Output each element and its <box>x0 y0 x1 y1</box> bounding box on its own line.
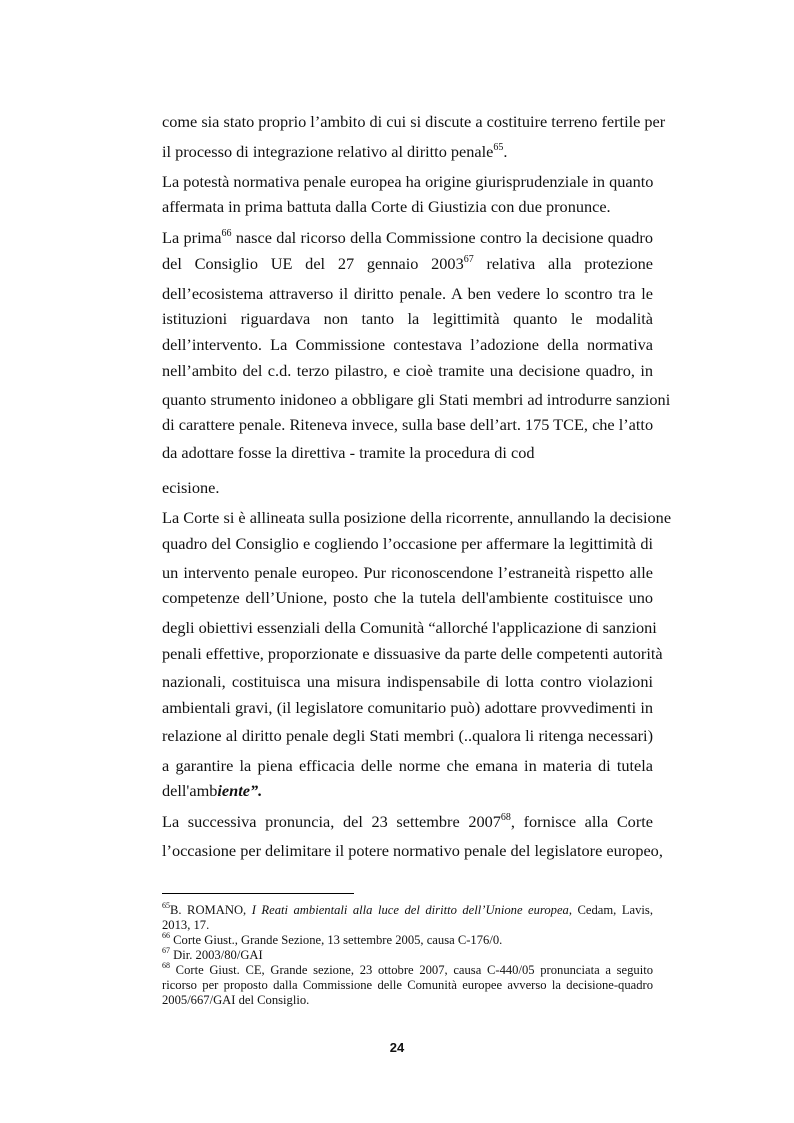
body-line <box>162 335 653 355</box>
text: , fornisce alla Corte <box>510 812 653 831</box>
page-number: 24 <box>389 1040 405 1055</box>
footnote-ref: 66 <box>221 227 232 239</box>
text: affermata in prima battuta dalla Corte di Giustizia con due pronunce. <box>162 197 611 216</box>
body-line <box>162 698 653 718</box>
body-line <box>162 443 653 463</box>
footnote-68-cont <box>162 993 653 1008</box>
body-line <box>162 228 653 248</box>
text: B. ROMANO, <box>170 903 252 917</box>
text: istituzioni riguardava non tanto la legittimità quanto le modalità <box>162 309 653 328</box>
body-line <box>162 284 653 304</box>
text: nazionali, costituisca una misura indispensabile di lotta contro violazioni <box>162 672 653 691</box>
footnote-number: 65 <box>162 900 170 910</box>
text: da adottare fosse la direttiva - tramite la procedura di cod <box>162 443 535 462</box>
text: dell’ecosistema attraverso il diritto penale. A ben vedere lo scontro tra le <box>162 284 653 303</box>
body-line <box>162 563 653 583</box>
text: relativa alla protezione <box>473 254 653 273</box>
text: degli obiettivi essenziali della Comunità “allorché l'applicazione di sanzioni <box>162 618 657 637</box>
text: l’occasione per delimitare il potere normativo penale del legislatore europeo, <box>162 841 663 860</box>
footnote-68-cont <box>162 978 653 993</box>
body-line <box>162 478 653 498</box>
text: ambientali gravi, (il legislatore comunitario può) adottare provvedimenti in <box>162 698 653 717</box>
body-line <box>162 197 653 217</box>
text: ecisione. <box>162 478 220 497</box>
text: a garantire la piena efficacia delle norme che emana in materia di tutela <box>162 756 653 775</box>
body-line <box>162 644 663 664</box>
text: Corte Giust. CE, Grande sezione, 23 ottobre 2007, causa C-440/05 pronunciata a seguito <box>170 963 653 977</box>
text: del Consiglio UE del 27 gennaio 2003 <box>162 254 464 273</box>
text: quadro del Consiglio e cogliendo l’occasione per affermare la legittimità di <box>162 534 653 553</box>
body-line <box>162 112 666 132</box>
body-line <box>162 415 653 435</box>
footnote-ref: 68 <box>500 811 511 823</box>
text: come sia stato proprio l’ambito di cui si discute a costituire terreno fertile per <box>162 112 666 131</box>
body-line <box>162 142 653 162</box>
footnote-68 <box>162 960 653 978</box>
text: Corte Giust., Grande Sezione, 13 settembre 2005, causa C-176/0. <box>170 933 503 947</box>
footnote-67 <box>162 945 653 963</box>
body-line <box>162 309 653 329</box>
body-line <box>162 254 653 274</box>
body-line <box>162 756 653 776</box>
body-line <box>162 812 653 832</box>
text: La successiva pronuncia, del 23 settembre 2007 <box>162 812 501 831</box>
text: ricorso per proposto dalla Commissione delle Comunità europee avverso la decisione-quadro <box>162 978 653 992</box>
text: dell’intervento. La Commissione contestava l’adozione della normativa <box>162 335 653 354</box>
body-line <box>162 508 672 528</box>
body-line <box>162 781 653 801</box>
body-line <box>162 588 653 608</box>
text: iente”. <box>217 781 263 800</box>
text: nasce dal ricorso della Commissione contro la decisione quadro <box>231 228 653 247</box>
text: dell'amb <box>162 781 218 800</box>
text: . <box>503 142 508 161</box>
body-line <box>162 841 663 861</box>
text: La Corte si è allineata sulla posizione della ricorrente, annullando la decisione <box>162 508 672 527</box>
text: un intervento penale europeo. Pur riconoscendone l’estraneità rispetto alle <box>162 563 653 582</box>
footnote-number: 68 <box>162 960 170 970</box>
body-line <box>162 361 653 381</box>
footnote-number: 67 <box>162 945 170 955</box>
text: il processo di integrazione relativo al diritto penale <box>162 142 494 161</box>
text: La potestà normativa penale europea ha origine giurisprudenziale in quanto <box>162 172 654 191</box>
footnote-ref: 65 <box>493 141 504 153</box>
footnote-65 <box>162 900 653 918</box>
book-title: I Reati ambientali alla luce del diritto dell’Unione europea <box>251 903 569 917</box>
footnote-65-cont <box>162 918 653 933</box>
text: 2005/667/GAI del Consiglio. <box>162 993 310 1007</box>
text: , Cedam, Lavis, <box>568 903 653 917</box>
footnote-number: 66 <box>162 930 170 940</box>
body-line <box>162 726 653 746</box>
body-line <box>162 390 671 410</box>
text: di carattere penale. Riteneva invece, sulla base dell’art. 175 TCE, che l’atto <box>162 415 654 434</box>
text: quanto strumento inidoneo a obbligare gli Stati membri ad introdurre sanzioni <box>162 390 671 409</box>
body-line <box>162 672 653 692</box>
footnote-66 <box>162 930 653 948</box>
footnote-separator <box>162 893 354 894</box>
body-line <box>162 172 653 192</box>
text: Dir. 2003/80/GAI <box>170 948 263 962</box>
text: La prima <box>162 228 222 247</box>
text: nell’ambito del c.d. terzo pilastro, e cioè tramite una decisione quadro, in <box>162 361 653 380</box>
footnote-ref: 67 <box>463 253 474 265</box>
text: relazione al diritto penale degli Stati membri (..qualora li ritenga necessari) <box>162 726 653 745</box>
text: penali effettive, proporzionate e dissuasive da parte delle competenti autorità <box>162 644 663 663</box>
text: 2013, 17. <box>162 918 210 932</box>
body-line <box>162 534 653 554</box>
body-line <box>162 618 657 638</box>
text: competenze dell’Unione, posto che la tutela dell'ambiente costituisce uno <box>162 588 653 607</box>
